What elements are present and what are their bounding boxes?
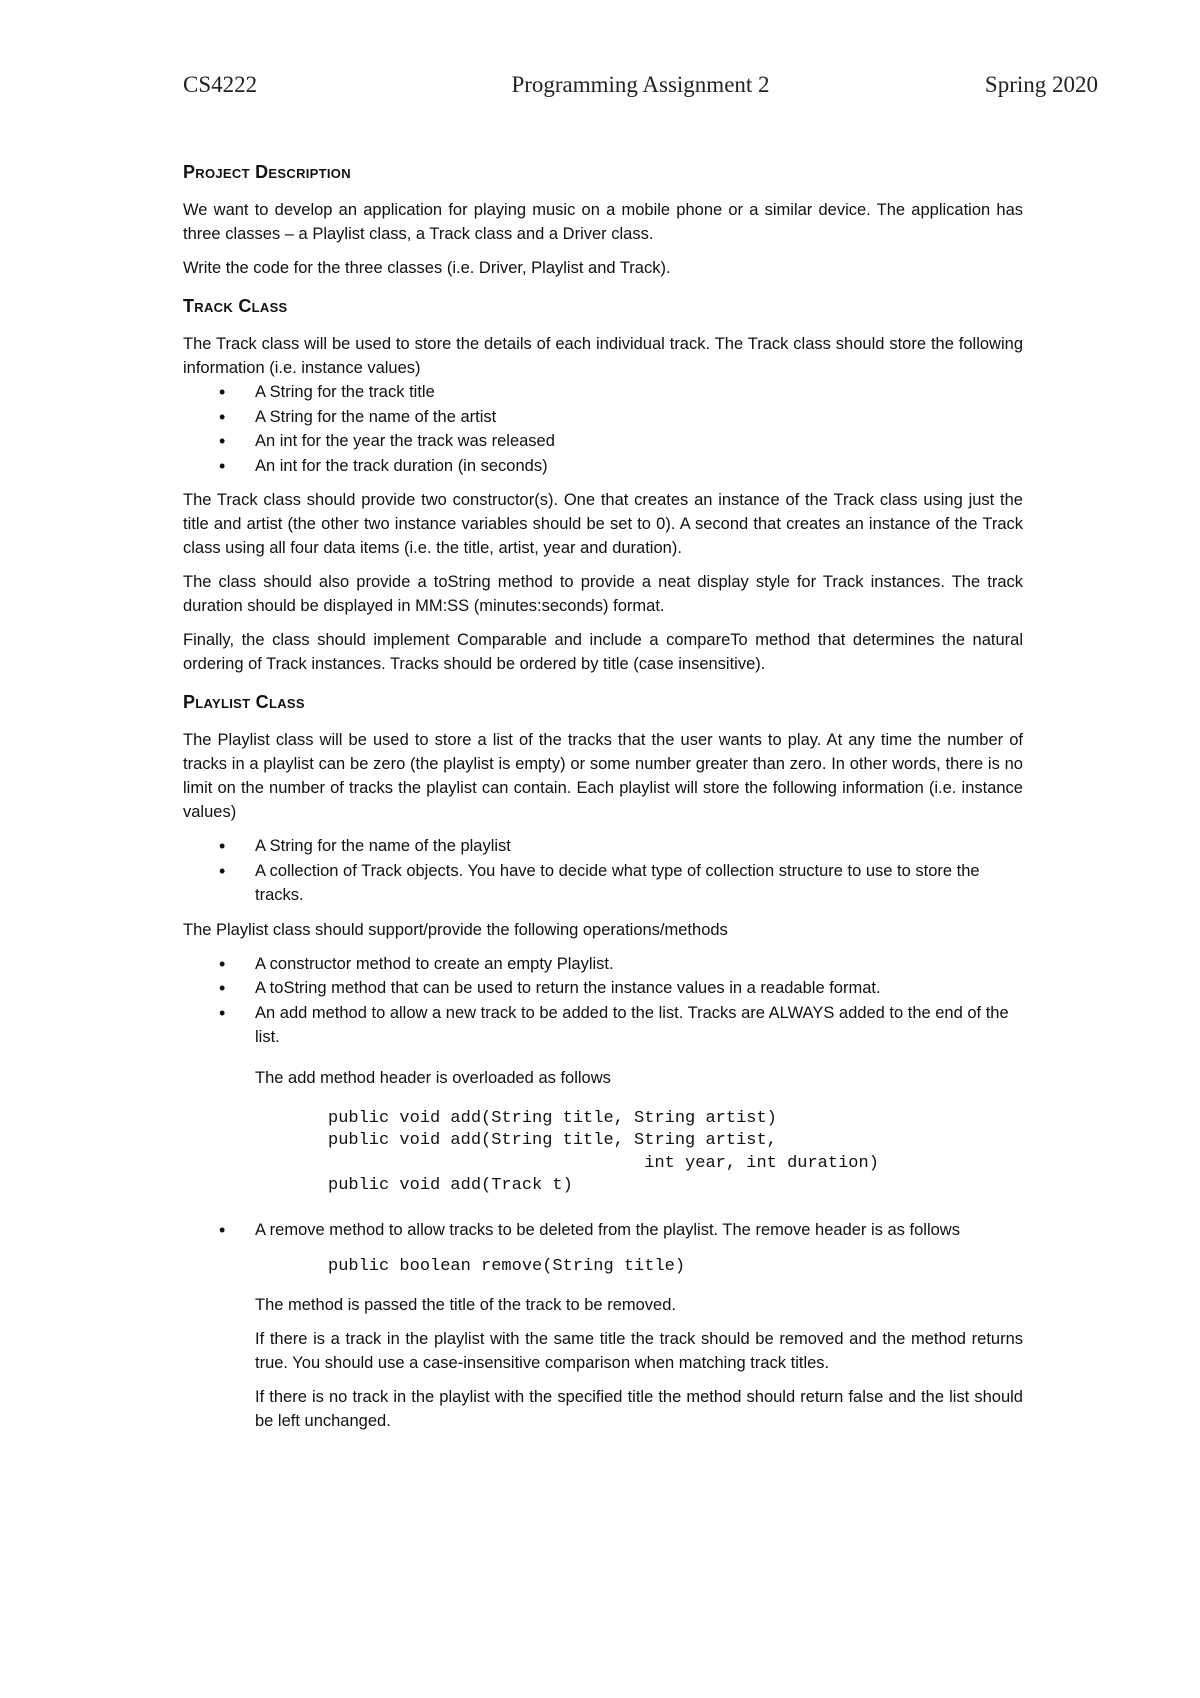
list-item: • A String for the name of the artist: [183, 405, 1023, 430]
section-heading-track: Track Class: [183, 296, 288, 316]
list-item: • A toString method that can be used to return the instance values in a readable format.: [183, 976, 1023, 1001]
track-tostring-paragraph: The class should also provide a toString method to provide a neat display style for Track instances. The track duration should be displayed in MM:SS (minutes:seconds) format.: [183, 573, 1023, 615]
playlist-ops-list: [183, 952, 1023, 1050]
playlist-ops-intro: The Playlist class should support/provide the following operations/methods: [183, 920, 728, 939]
remove-method-code-block: [328, 1256, 1023, 1279]
remove-paragraph-2: If there is a track in the playlist with the same title the track should be removed and the method returns true. You should use a case-insensitive comparison when matching track titles.: [255, 1329, 1023, 1372]
code-line: public void add(Track t): [328, 1176, 573, 1195]
add-method-note: The add method header is overloaded as follows: [255, 1068, 611, 1087]
playlist-fields-list: [183, 834, 1023, 908]
code-line: int year, int duration): [328, 1153, 879, 1173]
track-fields-list: [183, 380, 1023, 478]
list-item: • A remove method to allow tracks to be deleted from the playlist. The remove header is as follows: [183, 1218, 1023, 1243]
section-heading-playlist: Playlist Class: [183, 692, 305, 712]
playlist-intro: The Playlist class will be used to store a list of the tracks that the user wants to play. At any time the number of tracks in a playlist can be zero (the playlist is empty) or some number greater than zero. In other words, there is no limit on the number of tracks the playlist can contain. Each playlist will store the following information (i.e. instance values): [183, 731, 1023, 821]
add-method-code-block: [328, 1108, 1023, 1198]
remove-paragraph-3: If there is no track in the playlist with the specified title the method should return false and the list should be left unchanged.: [255, 1387, 1023, 1430]
document-title: Programming Assignment 2: [511, 72, 770, 97]
page-header: [183, 72, 1098, 104]
course-code: CS4222: [183, 72, 258, 97]
section-heading-project: Project Description: [183, 162, 351, 182]
remove-paragraph-1: The method is passed the title of the track to be removed.: [255, 1295, 676, 1314]
list-item: • An add method to allow a new track to be added to the list. Tracks are ALWAYS added to the end of the list.: [183, 1001, 1023, 1050]
track-compare-paragraph: Finally, the class should implement Comparable and include a compareTo method that determines the natural ordering of Track instances. Tracks should be ordered by title (case insensitive).: [183, 631, 1023, 673]
code-line: public void add(String title, String artist): [328, 1108, 777, 1128]
track-constructors-paragraph: The Track class should provide two constructor(s). One that creates an instance of the Track class using just the title and artist (the other two instance variables should be set to 0). A second that creates an instance of the Track class using all four data items (i.e. the title, artist, year and duration).: [183, 491, 1023, 557]
list-item: • A String for the track title: [183, 380, 1023, 405]
code-line: public void add(String title, String artist,: [328, 1131, 777, 1150]
list-item: • A collection of Track objects. You have to decide what type of collection structure to use to store the tracks.: [183, 859, 1023, 908]
track-intro: The Track class will be used to store the details of each individual track. The Track class should store the following information (i.e. instance values): [183, 335, 1023, 377]
document-body: [183, 160, 1023, 1443]
playlist-remove-list: [183, 1218, 1023, 1243]
term-label: Spring 2020: [984, 72, 1098, 97]
project-paragraph-1: We want to develop an application for playing music on a mobile phone or a similar device. The application has three classes – a Playlist class, a Track class and a Driver class.: [183, 201, 1023, 243]
code-line: public boolean remove(String title): [328, 1257, 686, 1276]
project-paragraph-2: Write the code for the three classes (i.e. Driver, Playlist and Track).: [183, 259, 671, 277]
list-item: • A constructor method to create an empty Playlist.: [183, 952, 1023, 977]
list-item: • An int for the track duration (in seconds): [183, 454, 1023, 479]
list-item: • An int for the year the track was released: [183, 429, 1023, 454]
list-item: • A String for the name of the playlist: [183, 834, 1023, 859]
